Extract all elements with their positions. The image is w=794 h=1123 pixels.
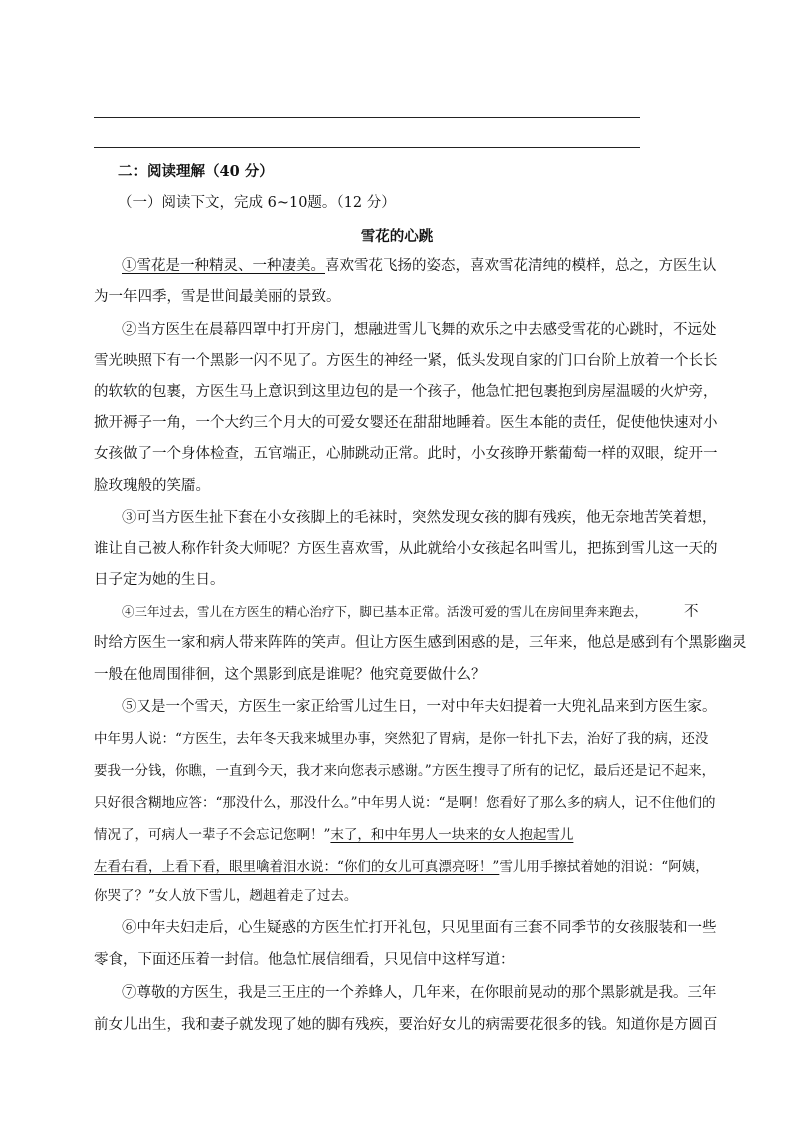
paragraph-3-line-3: 日子定为她的生日。 [94, 572, 225, 588]
paragraph-2-line-6: 脸玫瑰般的笑靥。 [94, 478, 210, 494]
paragraph-7-line-1: ⑦尊敬的方医生，我是三王庄的一个养蜂人，几年来，在你眼前晃动的那个黑影就是我。三年 [122, 985, 717, 1001]
paragraph-3-line-1: ③可当方医生扯下套在小女孩脚上的毛袜时，突然发现女孩的脚有残疾，他无奈地苦笑着想， [122, 510, 717, 526]
paragraph-5-line-5 [94, 825, 704, 845]
paragraph-5-line-3: 要我一分钱，你瞧，一直到今天，我才来向您表示感谢。”方医生搜寻了所有的记忆，最后还是记不起来， [94, 763, 716, 779]
paragraph-2-line-3: 的软软的包裹，方医生马上意识到这里边包的是一个孩子，他急忙把包裹抱到房屋温暖的火炉旁， [94, 384, 718, 400]
paragraph-2-line-4: 掀开褥子一角，一个大约三个月大的可爱女婴还在甜甜地睡着。医生本能的责任，促使他快速对小 [94, 415, 718, 431]
paragraph-5-line-7: 你哭了？”女人放下雪儿，趔趄着走了过去。 [94, 888, 358, 904]
article-title: 雪花的心跳 [360, 228, 434, 245]
paragraph-4-line-3: 一般在他周围徘徊，这个黑影到底是谁呢？他究竟要做什么？ [94, 667, 486, 683]
text-run: 雪儿用手擦拭着她的泪说：“阿姨， [499, 859, 709, 875]
paragraph-7-line-2: 前女儿出生，我和妻子就发现了她的脚有残疾，要治好女儿的病需要花很多的钱。知道你是方圆百 [94, 1017, 718, 1033]
text-run: 情况了，可病人一辈子不会忘记您啊！” [94, 827, 331, 843]
paragraph-3-line-2: 谁让自己被人称作针灸大师呢？方医生喜欢雪，从此就给小女孩起名叫雪儿，把拣到雪儿这一天的 [94, 541, 718, 557]
answer-line-2 [94, 147, 640, 148]
paragraph-4-line-1-end: 不 [684, 604, 699, 620]
paragraph-6-line-1: ⑥中年夫妇走后，心生疑惑的方医生忙打开礼包，只见里面有三套不同季节的女孩服装和一些 [122, 920, 717, 936]
paragraph-1-line-2: 为一年四季，雪是世间最美丽的景致。 [94, 289, 341, 305]
task-instruction: （一）阅读下文，完成 6~10题。（12 分） [118, 195, 396, 211]
paragraph-5-line-1: ⑤又是一个雪天，方医生一家正给雪儿过生日，一对中年夫妇提着一大兜礼品来到方医生家。 [122, 699, 717, 715]
answer-line-1 [94, 117, 640, 118]
underlined-sentence: 末了，和中年男人一块来的女人抱起雪儿 [330, 827, 574, 843]
paragraph-1-line-1 [122, 256, 732, 276]
paragraph-4-line-1 [122, 602, 732, 622]
section-heading: 二：阅读理解（40 分） [118, 163, 274, 180]
underlined-sentence: 左看右看，上看下看，眼里噙着泪水说：“你们的女儿可真漂亮呀！” [94, 859, 500, 875]
paragraph-2-line-5: 女孩做了一个身体检查，五官端正，心肺跳动正常。此时，小女孩睁开紫葡萄一样的双眼，绽开一 [94, 446, 718, 462]
paragraph-5-line-2: 中年男人说：“方医生，去年冬天我来城里办事，突然犯了胃病，是你一针扎下去，治好了我的病，还没 [94, 731, 709, 747]
text-run: 喜欢雪花飞扬的姿态，喜欢雪花清纯的模样，总之，方医生认 [325, 258, 717, 274]
underlined-sentence: ①雪花是一种精灵、一种凄美。 [122, 258, 325, 274]
paragraph-6-line-2: 零食，下面还压着一封信。他急忙展信细看，只见信中这样写道： [94, 952, 515, 968]
paragraph-2-line-1: ②当方医生在晨幕四罩中打开房门，想融进雪儿飞舞的欢乐之中去感受雪花的心跳时，不远处 [122, 322, 717, 338]
paragraph-5-line-4: 只好很含糊地应答：“那没什么，那没什么。”中年男人说：“是啊！您看好了那么多的病人，记不住他们的 [94, 795, 716, 811]
text-run: ④三年过去，雪儿在方医生的精心治疗下，脚已基本正常。活泼可爱的雪儿在房间里奔来跑去， [122, 604, 648, 619]
paragraph-2-line-2: 雪光映照下有一个黑影一闪不见了。方医生的神经一紧，低头发现自家的门口台阶上放着一个长长 [94, 353, 718, 369]
paragraph-5-line-6 [94, 857, 709, 877]
paragraph-4-line-2: 时给方医生一家和病人带来阵阵的笑声。但让方医生感到困惑的是，三年来，他总是感到有个黑影幽灵 [94, 635, 747, 651]
